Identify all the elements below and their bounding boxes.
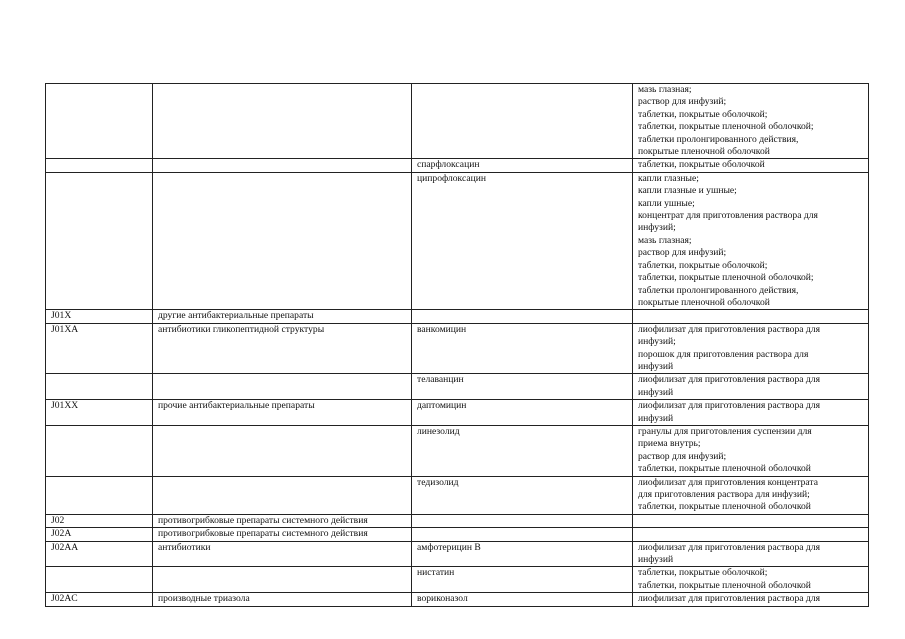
atc-code-cell bbox=[46, 84, 153, 159]
dosage-forms-cell bbox=[633, 159, 869, 172]
table-row bbox=[46, 567, 869, 593]
dosage-form-line: лиофилизат для приготовления концентрата bbox=[638, 476, 818, 488]
pharmacological-group-cell: другие антибактериальные препараты bbox=[153, 310, 412, 323]
dosage-form-line: раствор для инфузий; bbox=[638, 450, 727, 462]
dosage-form-line: таблетки, покрытые пленочной оболочкой; bbox=[638, 121, 814, 133]
table-row bbox=[46, 400, 869, 426]
table-row bbox=[46, 476, 869, 514]
dosage-form-line: лиофилизат для приготовления раствора для bbox=[638, 593, 820, 605]
table-row bbox=[46, 425, 869, 476]
dosage-form-line: для приготовления раствора для инфузий; bbox=[638, 489, 810, 500]
dosage-form-line: инфузий bbox=[638, 360, 674, 372]
atc-code-cell bbox=[46, 172, 153, 309]
dosage-forms-cell bbox=[633, 593, 869, 606]
pharmacological-group-cell: производные триазола bbox=[153, 593, 412, 606]
dosage-form-line: концентрат для приготовления раствора для bbox=[638, 210, 818, 222]
empty-line bbox=[638, 515, 864, 527]
drug-name-cell bbox=[412, 514, 633, 527]
drug-name-cell: тедизолид bbox=[412, 476, 633, 514]
dosage-forms-cell bbox=[633, 84, 869, 159]
drug-name-cell: вориконазол bbox=[412, 593, 633, 606]
dosage-forms-cell bbox=[633, 374, 869, 400]
pharmacological-group-cell bbox=[153, 159, 412, 172]
dosage-forms-cell bbox=[633, 528, 869, 541]
pharmacological-group-cell bbox=[153, 476, 412, 514]
dosage-form-line: покрытые пленочной оболочкой bbox=[638, 296, 770, 308]
atc-code-cell: J02AA bbox=[46, 541, 153, 567]
dosage-form-line: таблетки, покрытые оболочкой; bbox=[638, 567, 768, 579]
dosage-form-line: таблетки, покрытые оболочкой; bbox=[638, 108, 768, 120]
pharmacological-group-cell: антибиотики гликопептидной структуры bbox=[153, 323, 412, 374]
table-row bbox=[46, 541, 869, 567]
dosage-forms-cell bbox=[633, 400, 869, 426]
dosage-forms-cell bbox=[633, 425, 869, 476]
table-row bbox=[46, 374, 869, 400]
dosage-forms-cell bbox=[633, 567, 869, 593]
dosage-form-line: таблетки пролонгированного действия, bbox=[638, 133, 799, 145]
drug-name-cell: спарфлоксацин bbox=[412, 159, 633, 172]
dosage-form-line: мазь глазная; bbox=[638, 84, 692, 95]
drug-classification-table bbox=[45, 83, 869, 607]
drug-name-cell: телаванцин bbox=[412, 374, 633, 400]
pharmacological-group-cell: противогрибковые препараты системного действия bbox=[153, 514, 412, 527]
dosage-form-line: инфузий; bbox=[638, 222, 676, 234]
dosage-form-line: мазь глазная; bbox=[638, 234, 692, 246]
dosage-form-line: таблетки, покрытые пленочной оболочкой; bbox=[638, 272, 814, 284]
table-row bbox=[46, 310, 869, 323]
drug-name-cell bbox=[412, 310, 633, 323]
atc-code-cell: J01X bbox=[46, 310, 153, 323]
dosage-forms-cell bbox=[633, 541, 869, 567]
pharmacological-group-cell: антибиотики bbox=[153, 541, 412, 567]
dosage-form-line: гранулы для приготовления суспензии для bbox=[638, 425, 812, 437]
pharmacological-group-cell: противогрибковые препараты системного действия bbox=[153, 528, 412, 541]
atc-code-cell bbox=[46, 159, 153, 172]
table-row bbox=[46, 159, 869, 172]
dosage-form-line: лиофилизат для приготовления раствора для bbox=[638, 400, 820, 412]
table-row bbox=[46, 84, 869, 159]
table-row bbox=[46, 172, 869, 309]
empty-line bbox=[638, 310, 864, 322]
dosage-form-line: лиофилизат для приготовления раствора для bbox=[638, 374, 820, 386]
atc-code-cell bbox=[46, 476, 153, 514]
pharmacological-group-cell bbox=[153, 84, 412, 159]
atc-code-cell: J01XA bbox=[46, 323, 153, 374]
drug-name-cell: нистатин bbox=[412, 567, 633, 593]
dosage-form-line: таблетки, покрытые пленочной оболочкой bbox=[638, 463, 811, 475]
dosage-form-line: таблетки пролонгированного действия, bbox=[638, 284, 799, 296]
atc-code-cell bbox=[46, 567, 153, 593]
drug-name-cell bbox=[412, 84, 633, 159]
dosage-form-line: раствор для инфузий; bbox=[638, 247, 727, 259]
dosage-forms-cell bbox=[633, 323, 869, 374]
pharmacological-group-cell bbox=[153, 374, 412, 400]
dosage-form-line: раствор для инфузий; bbox=[638, 96, 727, 108]
dosage-form-line: порошок для приготовления раствора для bbox=[638, 348, 809, 360]
drug-name-cell: амфотерицин В bbox=[412, 541, 633, 567]
table-row bbox=[46, 323, 869, 374]
dosage-form-line: инфузий bbox=[638, 412, 674, 424]
dosage-form-line: инфузий; bbox=[638, 336, 676, 348]
table-row bbox=[46, 514, 869, 527]
drug-name-cell: даптомицин bbox=[412, 400, 633, 426]
pharmacological-group-cell bbox=[153, 567, 412, 593]
pharmacological-group-cell: прочие антибактериальные препараты bbox=[153, 400, 412, 426]
drug-name-cell: ванкомицин bbox=[412, 323, 633, 374]
drug-name-cell bbox=[412, 528, 633, 541]
drug-name-cell: ципрофлоксацин bbox=[412, 172, 633, 309]
dosage-forms-cell bbox=[633, 310, 869, 323]
table-row bbox=[46, 528, 869, 541]
atc-code-cell bbox=[46, 374, 153, 400]
table-body bbox=[46, 84, 869, 607]
dosage-form-line: приема внутрь; bbox=[638, 438, 701, 450]
dosage-form-line: инфузий bbox=[638, 554, 674, 566]
dosage-form-line: таблетки, покрытые оболочкой bbox=[638, 159, 765, 171]
dosage-form-line: лиофилизат для приготовления раствора для bbox=[638, 541, 820, 553]
atc-code-cell: J02A bbox=[46, 528, 153, 541]
dosage-form-line: таблетки, покрытые пленочной оболочкой bbox=[638, 579, 811, 591]
dosage-form-line: капли глазные и ушные; bbox=[638, 185, 737, 197]
atc-code-cell: J02 bbox=[46, 514, 153, 527]
drug-name-cell: линезолид bbox=[412, 425, 633, 476]
dosage-form-line: лиофилизат для приготовления раствора для bbox=[638, 323, 820, 335]
dosage-form-line: инфузий bbox=[638, 386, 674, 398]
dosage-form-line: таблетки, покрытые оболочкой; bbox=[638, 259, 768, 271]
table-row bbox=[46, 593, 869, 606]
pharmacological-group-cell bbox=[153, 425, 412, 476]
dosage-form-line: капли ушные; bbox=[638, 197, 695, 209]
empty-line bbox=[638, 528, 864, 540]
atc-code-cell: J02AC bbox=[46, 593, 153, 606]
dosage-forms-cell bbox=[633, 172, 869, 309]
dosage-forms-cell bbox=[633, 476, 869, 514]
atc-code-cell bbox=[46, 425, 153, 476]
atc-code-cell: J01XX bbox=[46, 400, 153, 426]
dosage-forms-cell bbox=[633, 514, 869, 527]
dosage-form-line: капли глазные; bbox=[638, 172, 699, 184]
pharmacological-group-cell bbox=[153, 172, 412, 309]
dosage-form-line: таблетки, покрытые пленочной оболочкой bbox=[638, 501, 811, 513]
dosage-form-line: покрытые пленочной оболочкой bbox=[638, 146, 770, 158]
